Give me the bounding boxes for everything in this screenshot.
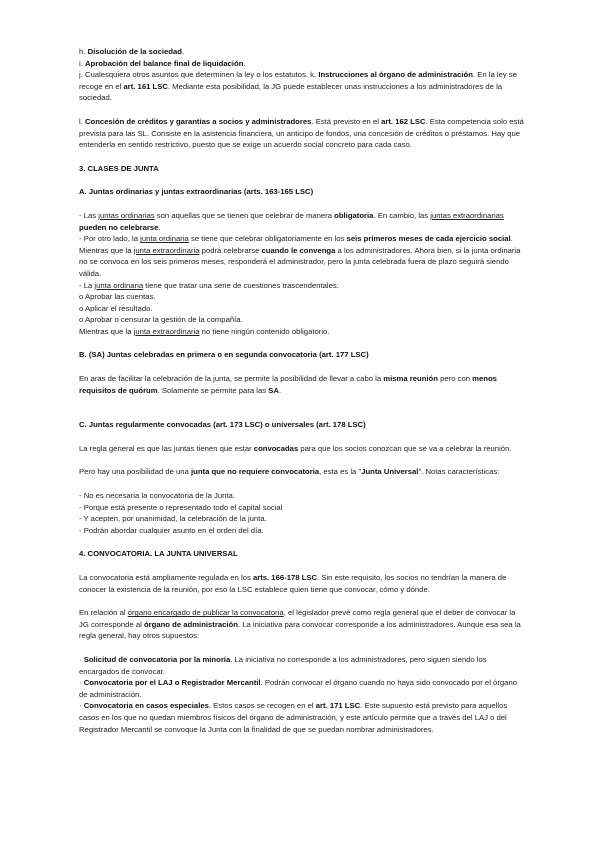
- text-run: , esta es la ": [319, 467, 362, 477]
- item-j-k: [79, 69, 525, 104]
- underlined-text: juntas ordinarias: [98, 210, 155, 220]
- text-run: - Por otro lado, la: [79, 234, 141, 244]
- list-item: - Podrán abordar cualquier asunto en el orden del día.: [79, 525, 264, 535]
- bold-text: misma reunión: [383, 374, 438, 384]
- item-i: [79, 58, 525, 70]
- document-page: [79, 46, 525, 735]
- bold-text: pueden no celebrarse: [79, 222, 159, 232]
- item-j-text: j. Cualesquiera otros asuntos que determinen la ley o los estatutos. k.: [79, 70, 319, 80]
- item-k-art: art. 161 LSC: [123, 81, 168, 91]
- text-run: . Solamente se permite para las: [157, 385, 269, 395]
- bold-text: arts. 166-178 LSC: [252, 573, 318, 582]
- bold-text: Junta Universal: [361, 467, 419, 477]
- bullet-special: [79, 700, 525, 735]
- section-a-para-2: [79, 233, 525, 279]
- section-a-heading: A. Juntas ordinarias y juntas extraordinarias (arts. 163-165 LSC): [79, 187, 314, 197]
- text-run: - La: [79, 280, 95, 290]
- section-c-para-1: [79, 443, 525, 455]
- text-run: para que los socios conozcan que se va a celebrar la reunión.: [298, 443, 512, 453]
- text-run: En aras de facilitar la celebración de la junta, se permite la posibilidad de llevar a cabo la: [79, 374, 384, 384]
- item-h-label: h.: [79, 47, 88, 56]
- bold-text: junta que no requiere convocatoria: [190, 467, 320, 477]
- text-run: tiene que tratar una serie de cuestiones trascendentales:: [143, 280, 339, 290]
- item-i-end: .: [243, 58, 246, 68]
- list-item: o Aprobar las cuentas.: [79, 292, 156, 302]
- bold-text: seis primeros meses de cada ejercicio social: [346, 234, 511, 244]
- section-3-heading: 3. CLASES DE JUNTA: [79, 163, 159, 173]
- text-run: ". Notas características:: [418, 467, 500, 477]
- text-run: - Las: [79, 210, 99, 220]
- text-run: se tiene que celebrar obligatoriamente en los: [188, 234, 347, 244]
- list-item: - Porque está presente o representado todo el capital social: [79, 502, 283, 512]
- underlined-text: junta extraordinaria: [133, 326, 200, 336]
- item-l-t2: . Esta competencia solo está prevista para las SL. Consiste en la asistencia financiera, un anticipo de fondos, una concesión de créditos o préstamos. Hay que entenderla en sentido restrictivo, puesto que se exige un acuerdo social concreto para cada caso.: [79, 116, 524, 150]
- text-run: Pero hay una posibilidad de una: [79, 467, 191, 477]
- underlined-text: juntas extraordinarias: [430, 210, 504, 220]
- item-k-bold: Instrucciones al órgano de administración: [318, 70, 473, 80]
- underlined-text: órgano encargado de publicar la convocatoria: [127, 608, 284, 618]
- section-a-para-3: [79, 280, 525, 292]
- section-4-heading: 4. CONVOCATORIA. LA JUNTA UNIVERSAL: [79, 549, 238, 559]
- item-l-label: l.: [79, 116, 85, 126]
- bold-text: convocadas: [253, 443, 299, 453]
- item-k-text: . En la ley se recoge en el: [79, 70, 517, 91]
- text-run: son aquellas que se tienen que celebrar de manera: [154, 210, 335, 220]
- section-4-para-1: [79, 572, 525, 595]
- underlined-text: junta ordinaria: [140, 234, 189, 244]
- text-run: . La iniciativa no corresponde a los administradores, pero siguen siendo los encargados de convocar.: [79, 654, 487, 676]
- text-run: .: [278, 385, 282, 395]
- text-run: La convocatoria está ampliamente regulada en los: [79, 573, 253, 582]
- section-c-para-2: [79, 466, 525, 478]
- text-run: . En cambio, las: [373, 210, 431, 220]
- text-run: pero con: [437, 374, 473, 384]
- bullet-minority: [79, 654, 525, 677]
- underlined-text: junta extraordinaria: [133, 245, 200, 255]
- bullet-dot: ·: [79, 701, 84, 711]
- bold-text: Convocatoria en casos especiales: [83, 701, 209, 711]
- bullet-dot: ·: [79, 654, 84, 664]
- text-run: . Sin este requisito, los socios no tendrían la manera de conocer la existencia de la reunión, por eso la LSC establece quien tiene que convocar, cómo y dónde.: [79, 573, 507, 594]
- bold-text: cuando le convenga: [261, 245, 336, 255]
- list-item: - Y acepten, por unanimidad, la celebración de la junta.: [79, 514, 267, 524]
- bullet-laj: [79, 677, 525, 700]
- section-a-para-1: [79, 210, 525, 233]
- item-l-bold: Concesión de créditos y garantías a socios y administradores: [84, 116, 312, 126]
- item-h: [79, 46, 525, 58]
- section-a-para-4: [79, 326, 525, 338]
- list-item: o Aplicar el resultado.: [79, 303, 153, 313]
- text-run: , el legislador prevé como regla general que el deber de convocar la JG corresponde al: [79, 608, 516, 629]
- list-item: o Aprobar o censurar la gestión de la compañía.: [79, 315, 243, 325]
- text-run: .: [158, 222, 161, 232]
- bold-text: órgano de administración: [143, 619, 238, 629]
- text-run: La regla general es que las juntas tienen que estar: [79, 443, 254, 453]
- text-run: a los administradores. Ahora bien, si la junta ordinaria no se convoca en los seis primeros meses, responderá el administrador, pero la junta celebrada fuera de plazo seguirá siendo válida.: [79, 245, 521, 278]
- section-b-para: [79, 373, 525, 396]
- bullet-dot: ·: [79, 678, 84, 688]
- text-run: podrá celebrarse: [199, 245, 262, 255]
- bold-text: art. 171 LSC: [315, 701, 361, 711]
- item-l: [79, 116, 525, 151]
- text-run: . La iniciativa para convocar corresponde a los administradores. Aunque esa sea la regla general, hay otros supuestos:: [79, 619, 521, 641]
- bold-text: Solicitud de convocatoria por la minoría: [83, 654, 231, 664]
- text-run: . Podrán convocar el órgano cuando no haya sido convocado por el órgano de administración.: [79, 678, 517, 699]
- section-4-para-2: [79, 607, 525, 642]
- item-i-bold: Aprobación del balance final de liquidación: [84, 58, 244, 68]
- text-run: Mientras que la: [79, 326, 134, 336]
- item-l-art: art. 162 LSC: [381, 116, 426, 126]
- item-i-label: i.: [79, 58, 85, 68]
- text-run: no tiene ningún contenido obligatorio.: [199, 326, 330, 336]
- bold-text: SA: [268, 385, 279, 395]
- bold-text: obligatoria: [334, 210, 374, 220]
- text-run: . Mientras que la: [79, 234, 513, 255]
- text-run: . Estos casos se recogen en el: [208, 701, 316, 711]
- item-h-end: .: [181, 47, 185, 56]
- bold-text: Convocatoria por el LAJ o Registrador Mercantil: [83, 678, 261, 688]
- item-l-t1: . Está previsto en el: [311, 116, 382, 126]
- item-k-rest: . Mediante esta posibilidad, la JG puede establecer unas instrucciones a los administradores de la sociedad.: [79, 81, 503, 103]
- text-run: En relación al: [79, 608, 128, 618]
- section-b-heading: B. (SA) Juntas celebradas en primera o en segunda convocatoria (art. 177 LSC): [79, 350, 369, 360]
- item-h-bold: Disolución de la sociedad: [87, 47, 182, 56]
- section-c-heading: C. Juntas regularmente convocadas (art. 173 LSC) o universales (art. 178 LSC): [79, 420, 366, 430]
- bold-text: menos requisitos de quórum: [79, 374, 497, 395]
- text-run: . Este supuesto está previsto para aquellos casos en los que no quedan miembros físicos del órgano de administración, y este artículo permite que a través del LAJ o del Registrador Mercantil se convoque la Junta con la finalidad de que se puedan nombrar administradores.: [79, 701, 508, 734]
- list-item: - No es necesaria la convocatoria de la Junta.: [79, 491, 235, 501]
- underlined-text: junta ordinaria: [94, 280, 144, 290]
